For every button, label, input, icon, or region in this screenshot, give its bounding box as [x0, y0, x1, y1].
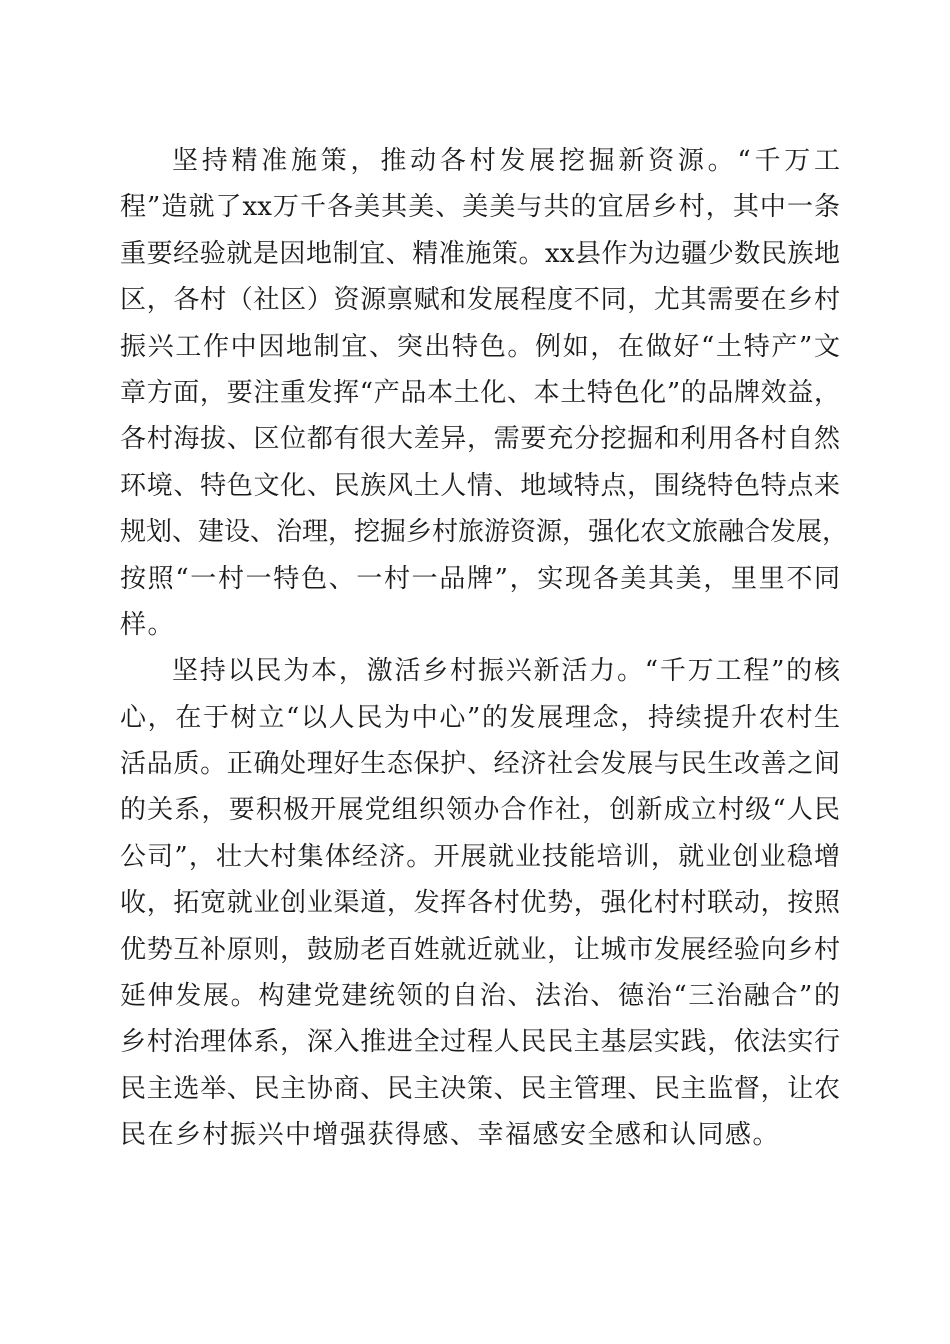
paragraph-2-line-6: 收，拓宽就业创业渠道，发挥各村优势，强化村村联动，按照: [120, 888, 840, 919]
paragraph-2-line-3: 活品质。正确处理好生态保护、经济社会发展与民生改善之间: [120, 749, 840, 780]
paragraph-1-line-7: 各村海拔、区位都有很大差异，需要充分挖掘和利用各村自然: [120, 424, 840, 455]
paragraph-1-line-5: 振兴工作中因地制宜、突出特色。例如，在做好“土特产”文: [120, 331, 840, 362]
paragraph-2-line-10: 民主选举、民主协商、民主决策、民主管理、民主监督，让农: [120, 1073, 840, 1104]
paragraph-1-line-10: 按照“一村一特色、一村一品牌”，实现各美其美，里里不同: [120, 563, 840, 594]
paragraph-2: [120, 648, 840, 1158]
paragraph-1-line-6: 章方面，要注重发挥“产品本土化、本土特色化”的品牌效益，: [120, 377, 840, 408]
paragraph-2-line-1: 坚持以民为本，激活乡村振兴新活力。“千万工程”的核: [172, 656, 840, 687]
paragraph-1-line-1: 坚持精准施策，推动各村发展挖掘新资源。“千万工: [172, 146, 840, 176]
paragraph-1-line-2: 程”造就了xx万千各美其美、美美与共的宜居乡村，其中一条: [120, 192, 840, 223]
paragraph-1-line-9: 规划、建设、治理，挖掘乡村旅游资源，强化农文旅融合发展，: [120, 517, 849, 548]
document-body: [120, 138, 849, 1159]
paragraph-2-line-2: 心，在于树立“以人民为中心”的发展理念，持续提升农村生: [120, 702, 840, 733]
paragraph-1-line-4: 区，各村（社区）资源禀赋和发展程度不同，尤其需要在乡村: [120, 285, 840, 316]
paragraph-1-line-8: 环境、特色文化、民族风土人情、地域特点，围绕特色特点来: [120, 470, 840, 501]
paragraph-2-line-11: 民在乡村振兴中增强获得感、幸福感安全感和认同感。: [120, 1120, 781, 1151]
paragraph-2-line-4: 的关系，要积极开展党组织领办合作社，创新成立村级“人民: [120, 795, 840, 826]
paragraph-1-line-11: 样。: [120, 609, 176, 640]
paragraph-1: [120, 138, 849, 648]
paragraph-2-line-5: 公司”，壮大村集体经济。开展就业技能培训，就业创业稳增: [120, 841, 840, 872]
paragraph-2-line-7: 优势互补原则，鼓励老百姓就近就业，让城市发展经验向乡村: [120, 934, 840, 965]
paragraph-2-line-8: 延伸发展。构建党建统领的自治、法治、德治“三治融合”的: [120, 981, 840, 1012]
paragraph-1-line-3: 重要经验就是因地制宜、精准施策。xx县作为边疆少数民族地: [120, 238, 840, 269]
paragraph-2-line-9: 乡村治理体系，深入推进全过程人民民主基层实践，依法实行: [120, 1027, 840, 1058]
